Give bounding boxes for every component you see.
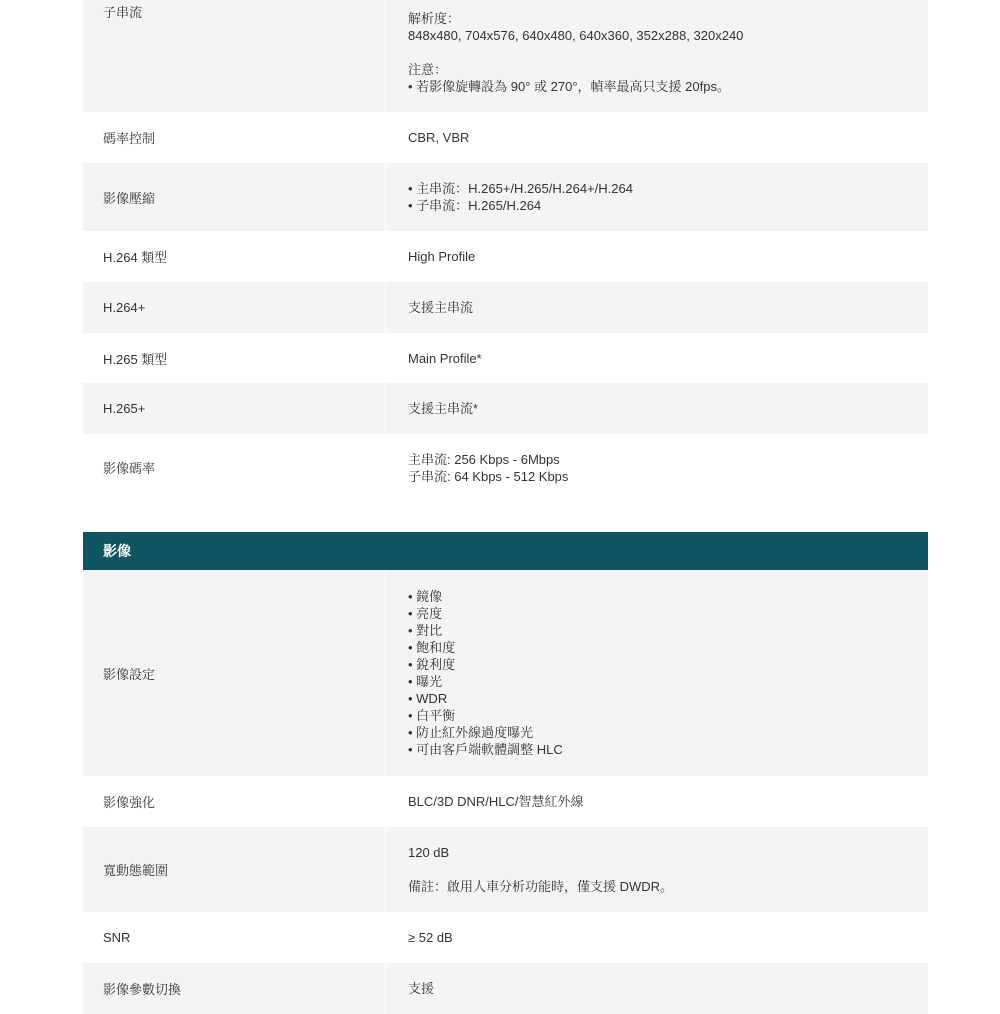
- spec-value: [385, 112, 928, 163]
- spec-value-line: • 銳利度: [408, 657, 456, 672]
- spec-row-sub-stream: [83, 0, 928, 112]
- spec-value: [385, 163, 928, 231]
- spec-row-snr: [83, 912, 928, 963]
- spec-row-h264-plus: [83, 282, 928, 333]
- spec-label: 影像壓縮: [103, 190, 156, 206]
- spec-value: [385, 776, 928, 827]
- spec-label: H.264 類型: [103, 250, 168, 265]
- spec-label: 影像強化: [103, 795, 156, 810]
- spec-label: 碼率控制: [103, 131, 156, 146]
- spec-value-line: BLC/3D DNR/HLC/智慧紅外線: [408, 794, 584, 809]
- spec-value: [385, 231, 928, 282]
- spec-row-bitrate-control: [83, 112, 928, 163]
- spec-label: SNR: [103, 930, 131, 945]
- spec-row-video-compression: [83, 163, 928, 231]
- spec-value-line: 支援主串流*: [408, 401, 479, 416]
- spec-row-image-parameter-switch: [83, 963, 928, 1014]
- spec-value: [385, 827, 928, 912]
- spec-row-video-bitrate: [83, 434, 928, 501]
- spec-row-image-settings: [83, 570, 928, 776]
- spec-value-line: 子串流: 64 Kbps - 512 Kbps: [408, 468, 569, 484]
- spec-value-line: • 曝光: [408, 674, 443, 689]
- spec-label: H.265 類型: [103, 351, 168, 367]
- spec-value-line: 主串流: 256 Kbps - 6Mbps: [408, 451, 560, 467]
- spec-label: 影像設定: [103, 666, 156, 682]
- spec-value: [385, 963, 928, 1014]
- spec-row-wdr: [83, 827, 928, 912]
- spec-value-line: • 子串流：H.265/H.264: [408, 198, 542, 213]
- spacer: [408, 861, 928, 878]
- spec-value-line: • 主串流：H.265+/H.265/H.264+/H.264: [408, 181, 633, 196]
- spec-value-line: • 飽和度: [408, 640, 456, 655]
- spec-value: [385, 383, 928, 434]
- spec-value-line: 848x480, 704x576, 640x480, 640x360, 352x288, 320x240: [408, 28, 744, 43]
- spec-value: [385, 0, 928, 112]
- spec-value-line: • 鏡像: [408, 589, 443, 604]
- spec-row-image-enhancement: [83, 776, 928, 827]
- spec-value-line: 注意：: [408, 62, 448, 77]
- spec-label: H.264+: [103, 300, 146, 315]
- spec-value: [385, 333, 928, 383]
- spec-value-line: Main Profile*: [408, 350, 482, 366]
- spec-label: 子串流: [103, 5, 143, 20]
- spec-value-line: • 對比: [408, 623, 443, 638]
- spec-label: 影像碼率: [103, 461, 156, 476]
- section-header-image: 影像: [83, 532, 928, 570]
- spec-value-line: • 若影像旋轉設為 90° 或 270°，幀率最高只支援 20fps。: [408, 79, 730, 94]
- spec-value-line: ≥ 52 dB: [408, 930, 453, 945]
- spec-value: [385, 912, 928, 963]
- spec-value-line: 備註：啟用人車分析功能時，僅支援 DWDR。: [408, 879, 674, 894]
- spec-value-line: • 可由客戶端軟體調整 HLC: [408, 742, 563, 757]
- spec-value-line: • WDR: [408, 691, 448, 706]
- spec-value-line: High Profile: [408, 249, 476, 264]
- spec-table: [83, 0, 928, 1014]
- spec-row-h265-plus: [83, 383, 928, 434]
- spec-row-h264-type: [83, 231, 928, 282]
- spec-value: [385, 434, 928, 501]
- spec-value-line: • 白平衡: [408, 708, 456, 723]
- spec-label: 寬動態範圍: [103, 863, 169, 878]
- spec-value-line: 支援主串流: [408, 300, 474, 315]
- spec-row-h265-type: [83, 333, 928, 383]
- section-spacer: [83, 501, 928, 532]
- spec-value: [385, 282, 928, 333]
- spec-value: [385, 570, 928, 776]
- spec-value-line: 支援: [408, 981, 435, 996]
- spec-label: 影像參數切換: [103, 982, 182, 997]
- spec-value-line: 解析度：: [408, 11, 461, 26]
- spec-label: H.265+: [103, 401, 146, 416]
- spec-value-line: 120 dB: [408, 845, 450, 860]
- spec-value-line: • 防止紅外線過度曝光: [408, 725, 534, 740]
- spec-value-line: • 亮度: [408, 606, 443, 621]
- spacer: [408, 44, 928, 61]
- spec-value-line: CBR, VBR: [408, 130, 470, 145]
